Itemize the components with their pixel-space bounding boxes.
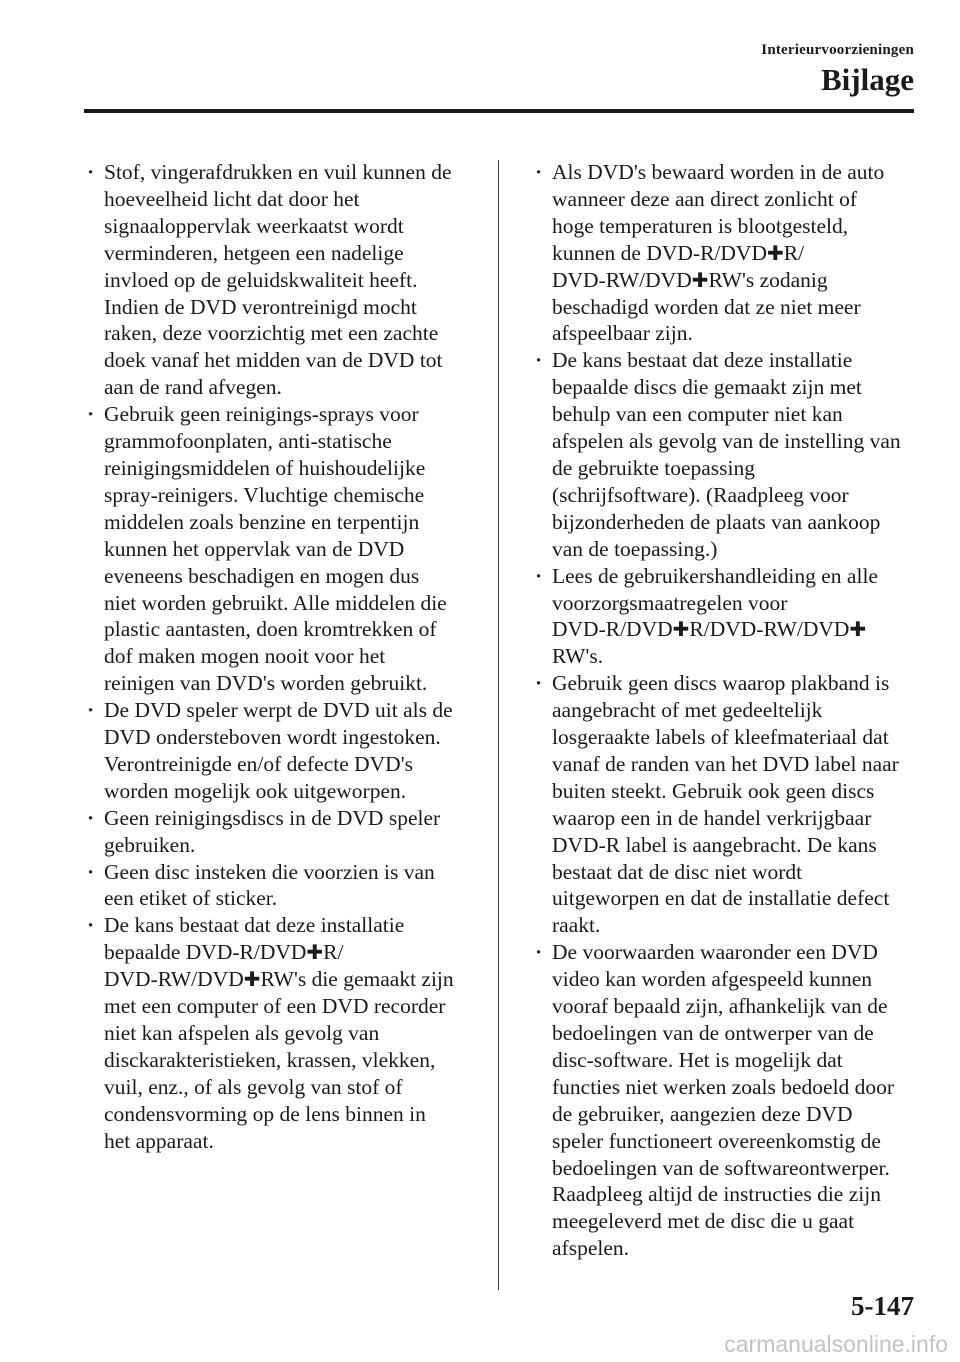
bullet-line: reinigingsmiddelen of huishoudelijke [104,455,426,480]
bullet-line: Verontreinigde en/of defecte DVD's [104,751,413,776]
bullet-line: afspelen als gevolg van de instelling van [552,429,901,454]
bullet-line: dof maken mogen nooit voor het [104,644,386,669]
bullet-item [84,401,456,697]
bullet-line: hoeveelheid licht dat door het [104,186,360,211]
chapter-title: Bijlage [821,62,914,97]
bullet-line: niet worden gebruikt. Alle middelen die [104,590,447,615]
section-label: Interieurvoorzieningen [761,42,914,58]
bullet-line: bijzonderheden de plaats van aankoop [552,509,881,534]
plus-glyph: ✚ [243,967,261,992]
bullet-line: grammofoonplaten, anti-statische [104,429,392,454]
plus-glyph: ✚ [691,267,709,292]
bullet-item [532,939,904,1262]
bullet-line: vuil, enz., of als gevolg van stof of [104,1074,403,1099]
bullet-line: niet kan afspelen als gevolg van [104,1021,380,1045]
bullet-line: losgeraakte labels of kleefmateriaal dat [552,725,889,750]
bullet-line: Lees de gebruikershandleiding en alle [552,563,878,588]
bullet-line: DVD-RW/DVD✚RW's die gemaakt zijn [104,967,454,992]
bullet-line: wanneer deze aan direct zonlicht of [552,186,858,211]
watermark: carmanualsonline.info [724,1331,948,1357]
bullet-line: reinigen van DVD's worden gebruikt. [104,671,428,696]
page-number: 5-147 [851,1291,914,1321]
bullet-line: Geen disc insteken die voorzien is van [104,859,435,884]
bullet-line: Als DVD's bewaard worden in de auto [552,160,885,184]
bullet-line: het apparaat. [104,1128,214,1153]
page-header [761,42,914,99]
bullet-line: behulp van een computer niet kan [552,402,843,427]
bullet-line: DVD-RW/DVD✚RW's zodanig [552,267,828,292]
bullet-line: worden mogelijk ook uitgeworpen. [104,778,407,803]
bullet-line: condensvorming op de lens binnen in [104,1101,426,1126]
plus-glyph: ✚ [766,240,784,265]
bullet-line: Raadpleeg altijd de instructies die zijn [552,1182,881,1207]
bullet-line: vooraf bepaald zijn, afhankelijk van de [552,994,888,1019]
bullet-line: doek vanaf het midden van de DVD tot [104,348,443,373]
bullet-line: aangebracht of met gedeeltelijk [552,698,823,723]
bullet-line: aan de rand afvegen. [104,375,282,400]
plus-glyph: ✚ [672,617,690,642]
bullet-line: meegeleverd met de disc die u gaat [552,1209,855,1234]
bullet-line: De DVD speler werpt de DVD uit als de [104,698,453,723]
bullet-item [532,670,904,939]
bullet-line: afspeelbaar zijn. [552,321,693,346]
bullet-line: De voorwaarden waaronder een DVD [552,940,878,965]
bullet-line: functies niet werken zoals bedoeld door [552,1074,895,1099]
bullet-item [84,805,456,859]
bullet-line: Indien de DVD verontreinigd mocht [104,294,417,319]
bullet-item [532,159,904,347]
bullet-line: bedoelingen van de ontwerper van de [552,1021,874,1045]
bullet-item [84,697,456,805]
bullet-line: video kan worden afgespeeld kunnen [552,967,873,992]
bullet-line: invloed op de geluidskwaliteit heeft. [104,267,418,292]
plus-glyph: ✚ [306,940,324,965]
bullet-line: signaaloppervlak weerkaatst wordt [104,213,404,238]
bullet-line: middelen zoals benzine en terpentijn [104,509,420,534]
bullet-line: bedoelingen van de softwareontwerper. [552,1155,890,1180]
bullet-line: RW's. [552,644,604,669]
bullet-line: De kans bestaat dat deze installatie [552,348,853,373]
bullet-line: hoge temperaturen is blootgesteld, [552,213,849,238]
bullet-line: een etiket of sticker. [104,886,278,911]
left-column [84,159,456,1155]
bullet-line: eveneens beschadigen en mogen dus [104,563,420,588]
bullet-line: bepaalde discs die gemaakt zijn met [552,375,862,400]
bullet-line: kunnen het oppervlak van de DVD [104,536,405,561]
bullet-line: disc-software. Het is mogelijk dat [552,1047,843,1072]
bullet-line: met een computer of een DVD recorder [104,994,446,1019]
column-divider [498,160,499,1290]
bullet-line: beschadigd worden dat ze niet meer [552,294,861,319]
right-column [532,159,904,1262]
bullet-line: de gebruiker, aangezien deze DVD [552,1101,853,1126]
bullet-line: disckarakteristieken, krassen, vlekken, [104,1047,436,1072]
bullet-line: DVD-R label is aangebracht. De kans [552,832,877,857]
bullet-line: speler functioneert overeenkomstig de [552,1128,881,1153]
bullet-item [532,563,904,671]
bullet-line: spray-reinigers. Vluchtige chemische [104,482,425,507]
bullet-line: bestaat dat de disc niet wordt [552,859,803,884]
plus-glyph: ✚ [849,617,867,642]
bullet-line: DVD ondersteboven wordt ingestoken. [104,725,441,750]
bullet-line: waarop een in de handel verkrijgbaar [552,805,872,830]
bullet-line: de gebruikte toepassing [552,455,756,480]
bullet-line: (schrijfsoftware). (Raadpleeg voor [552,482,849,507]
bullet-line: plastic aantasten, doen kromtrekken of [104,617,437,642]
bullet-line: raken, deze voorzichtig met een zachte [104,321,439,346]
header-rule [84,109,914,113]
bullet-line: Gebruik geen reinigings-sprays voor [104,402,419,427]
bullet-item [84,912,456,1154]
bullet-item [84,859,456,913]
bullet-item [532,347,904,562]
bullet-line: De kans bestaat dat deze installatie [104,913,405,938]
bullet-line: Geen reinigingsdiscs in de DVD speler [104,805,441,830]
bullet-line: vanaf de randen van het DVD label naar [552,751,899,776]
bullet-line: afspelen. [552,1236,630,1261]
bullet-line: bepaalde DVD-R/DVD✚R/ [104,940,344,965]
bullet-line: Stof, vingerafdrukken en vuil kunnen de [104,160,452,184]
bullet-item [84,159,456,401]
bullet-line: voorzorgsmaatregelen voor [552,590,788,615]
bullet-line: gebruiken. [104,832,196,857]
bullet-line: uitgeworpen en dat de installatie defect [552,886,890,911]
bullet-line: kunnen de DVD-R/DVD✚R/ [552,240,805,265]
bullet-line: DVD-R/DVD✚R/DVD-RW/DVD✚ [552,617,867,642]
bullet-line: raakt. [552,913,601,938]
bullet-line: van de toepassing.) [552,536,718,561]
bullet-line: verminderen, hetgeen een nadelige [104,240,404,265]
bullet-line: buiten steekt. Gebruik ook geen discs [552,778,875,803]
bullet-line: Gebruik geen discs waarop plakband is [552,671,890,696]
